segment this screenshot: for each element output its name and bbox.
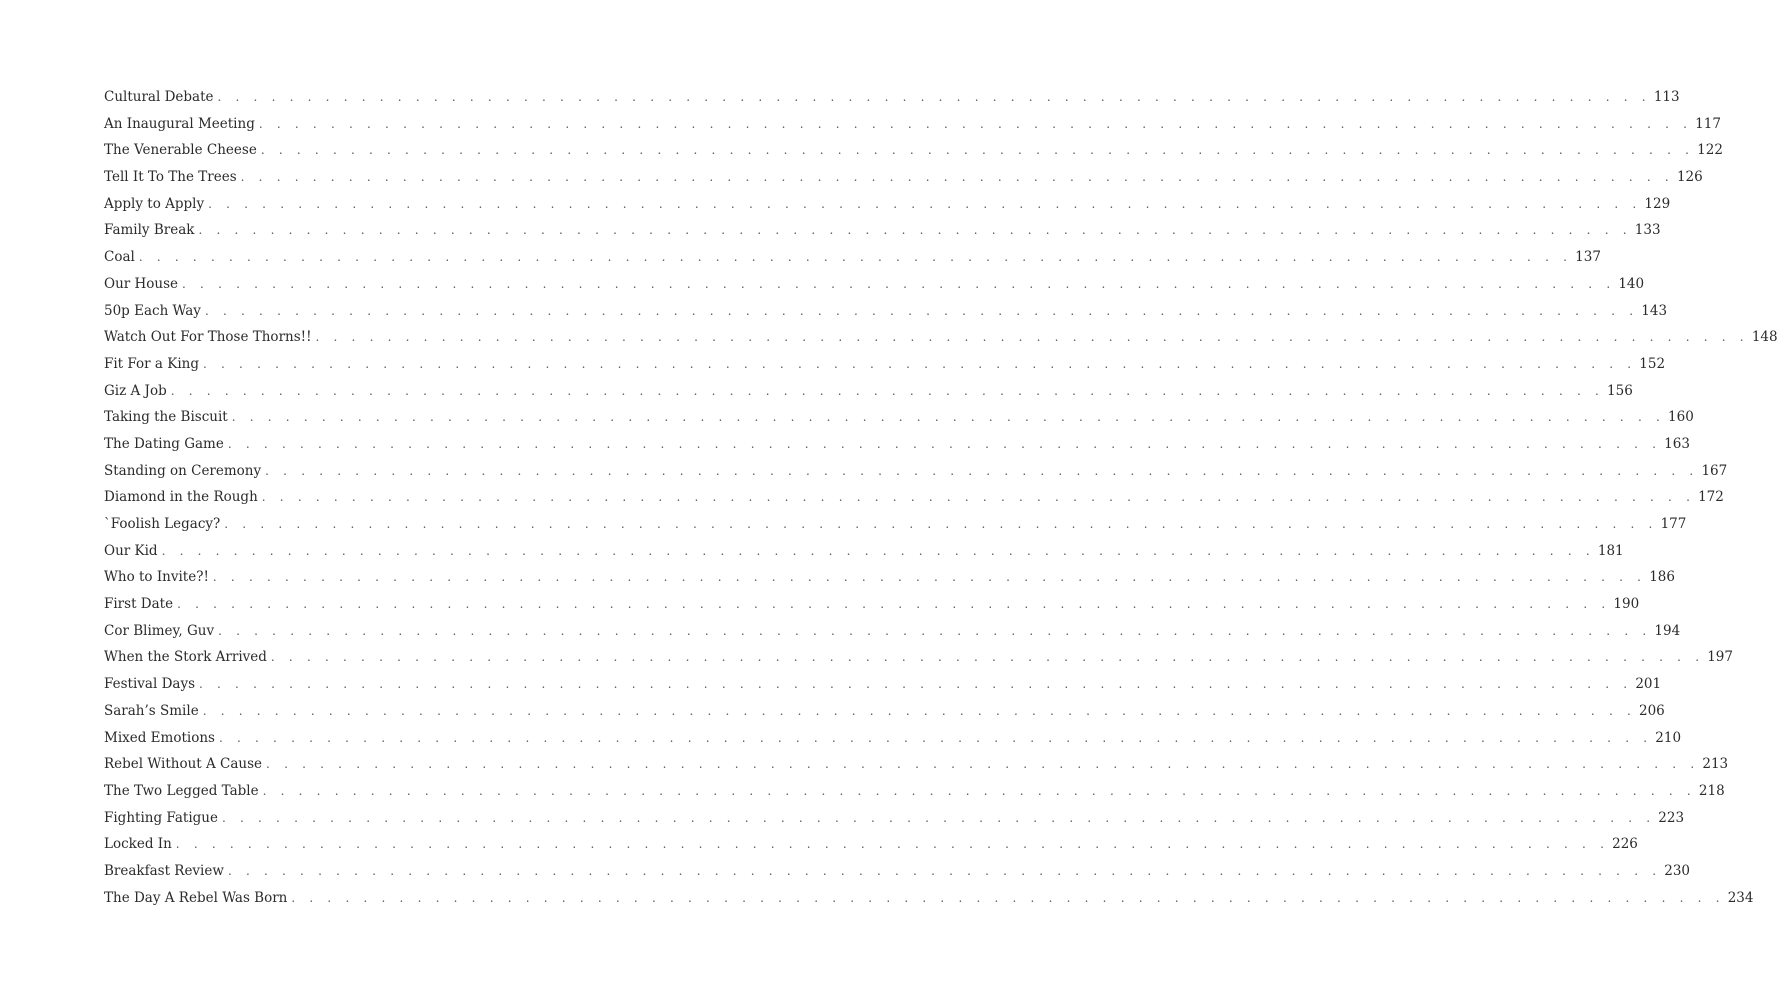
toc-dot-leader: . . . . . . . . . . . . . . . . . . . . . . . . . . . . . . . . . . . . . . . . . . . . . . . . . . . . . . . . . . . . . . . . . . . . . . . . . . . . . . . . bbox=[138, 250, 1573, 265]
toc-entry-title: Standing on Ceremony bbox=[104, 462, 262, 479]
toc-entry-page-number: 126 bbox=[1676, 169, 1703, 186]
toc-entry bbox=[104, 298, 1668, 325]
toc-entry-page-number: 213 bbox=[1702, 756, 1729, 773]
toc-entry-title: Coal bbox=[104, 249, 135, 266]
toc-dot-leader: . . . . . . . . . . . . . . . . . . . . . . . . . . . . . . . . . . . . . . . . . . . . . . . . . . . . . . . . . . . . . . . . . . . . . . . . . . . . . . . . bbox=[227, 436, 1662, 451]
toc-entry-title: Our Kid bbox=[104, 542, 158, 559]
toc-entry-title: Apply to Apply bbox=[104, 195, 205, 212]
toc-dot-leader: . . . . . . . . . . . . . . . . . . . . . . . . . . . . . . . . . . . . . . . . . . . . . . . . . . . . . . . . . . . . . . . . . . . . . . . . . . . . . . . . bbox=[265, 463, 1699, 478]
toc-entry-title: The Venerable Cheese bbox=[104, 142, 257, 159]
toc-entry bbox=[104, 431, 1690, 458]
toc-entry-title: The Dating Game bbox=[104, 435, 224, 452]
toc-entry bbox=[104, 378, 1633, 405]
toc-entry-page-number: 122 bbox=[1697, 142, 1723, 159]
toc-entry-page-number: 156 bbox=[1607, 382, 1633, 399]
toc-entry-title: Cor Blimey, Guv bbox=[104, 622, 215, 639]
toc-entry bbox=[104, 591, 1640, 618]
toc-entry-title: Taking the Biscuit bbox=[104, 409, 228, 426]
toc-entry bbox=[104, 111, 1721, 138]
toc-dot-leader: . . . . . . . . . . . . . . . . . . . . . . . . . . . . . . . . . . . . . . . . . . . . . . . . . . . . . . . . . . . . . . . . . . . . . . . . . . . . . . . . bbox=[221, 810, 1656, 825]
toc-entry-page-number: 160 bbox=[1668, 409, 1694, 426]
toc-entry-title: Breakfast Review bbox=[104, 862, 224, 879]
toc-entry-title: An Inaugural Meeting bbox=[104, 115, 255, 132]
toc-entry-page-number: 117 bbox=[1695, 115, 1721, 132]
toc-dot-leader: . . . . . . . . . . . . . . . . . . . . . . . . . . . . . . . . . . . . . . . . . . . . . . . . . . . . . . . . . . . . . . . . . . . . . . . . . . . . . . . . bbox=[231, 410, 1666, 425]
toc-entry-page-number: 148 bbox=[1751, 329, 1778, 346]
toc-entry bbox=[104, 751, 1729, 778]
toc-entry bbox=[104, 191, 1671, 218]
toc-entry-page-number: 223 bbox=[1658, 809, 1685, 826]
toc-dot-leader: . . . . . . . . . . . . . . . . . . . . . . . . . . . . . . . . . . . . . . . . . . . . . . . . . . . . . . . . . . . . . . . . . . . . . . . . . . . . . . . . bbox=[175, 837, 1610, 852]
toc-entry-page-number: 172 bbox=[1698, 489, 1724, 506]
toc-entry bbox=[104, 538, 1624, 565]
toc-dot-leader: . . . . . . . . . . . . . . . . . . . . . . . . . . . . . . . . . . . . . . . . . . . . . . . . . . . . . . . . . . . . . . . . . . . . . . . . . . . . . . . . bbox=[266, 757, 1700, 772]
toc-entry-page-number: 186 bbox=[1649, 569, 1675, 586]
toc-entry-title: Giz A Job bbox=[104, 382, 167, 399]
toc-dot-leader: . . . . . . . . . . . . . . . . . . . . . . . . . . . . . . . . . . . . . . . . . . . . . . . . . . . . . . . . . . . . . . . . . . . . . . . . . . . . . . . . bbox=[261, 490, 1696, 505]
toc-entry-title: Tell It To The Trees bbox=[104, 169, 237, 186]
toc-entry-title: Sarah’s Smile bbox=[104, 702, 199, 719]
toc-entry-page-number: 140 bbox=[1618, 275, 1645, 292]
toc-entry bbox=[104, 644, 1733, 671]
toc-entry-page-number: 218 bbox=[1698, 782, 1725, 799]
toc-dot-leader: . . . . . . . . . . . . . . . . . . . . . . . . . . . . . . . . . . . . . . . . . . . . . . . . . . . . . . . . . . . . . . . . . . . . . . . . . . . . . . . . bbox=[315, 330, 1749, 345]
toc-entry-title: Locked In bbox=[104, 836, 172, 853]
toc-entry-page-number: 230 bbox=[1664, 862, 1691, 879]
toc-dot-leader: . . . . . . . . . . . . . . . . . . . . . . . . . . . . . . . . . . . . . . . . . . . . . . . . . . . . . . . . . . . . . . . . . . . . . . . . . . . . . . . . bbox=[161, 543, 1595, 558]
toc-entry bbox=[104, 885, 1754, 912]
toc-entry bbox=[104, 404, 1694, 431]
toc-entry-page-number: 133 bbox=[1634, 222, 1661, 239]
toc-dot-leader: . . . . . . . . . . . . . . . . . . . . . . . . . . . . . . . . . . . . . . . . . . . . . . . . . . . . . . . . . . . . . . . . . . . . . . . . . . . . . . . . bbox=[182, 276, 1616, 291]
toc-dot-leader: . . . . . . . . . . . . . . . . . . . . . . . . . . . . . . . . . . . . . . . . . . . . . . . . . . . . . . . . . . . . . . . . . . . . . . . . . . . . . . . . bbox=[218, 730, 1653, 745]
toc-entry-title: Fit For a King bbox=[104, 355, 199, 372]
toc-entry bbox=[104, 244, 1601, 271]
toc-entry-page-number: 137 bbox=[1575, 249, 1601, 266]
toc-entry-title: Cultural Debate bbox=[104, 89, 214, 105]
toc-entry bbox=[104, 324, 1778, 351]
toc-entry-page-number: 234 bbox=[1727, 889, 1754, 906]
toc-entry-title: The Two Legged Table bbox=[104, 782, 259, 799]
toc-entry bbox=[104, 618, 1681, 645]
toc-dot-leader: . . . . . . . . . . . . . . . . . . . . . . . . . . . . . . . . . . . . . . . . . . . . . . . . . . . . . . . . . . . . . . . . . . . . . . . . . . . . . . . . bbox=[260, 143, 1695, 158]
toc-entry bbox=[104, 84, 1680, 111]
toc-entry bbox=[104, 137, 1723, 164]
toc-entry-page-number: 226 bbox=[1612, 836, 1638, 853]
toc-entry-title: Family Break bbox=[104, 222, 195, 239]
toc-entry-page-number: 163 bbox=[1664, 435, 1690, 452]
toc-dot-leader: . . . . . . . . . . . . . . . . . . . . . . . . . . . . . . . . . . . . . . . . . . . . . . . . . . . . . . . . . . . . . . . . . . . . . . . . . . . . . . . . bbox=[170, 383, 1605, 398]
toc-dot-leader: . . . . . . . . . . . . . . . . . . . . . . . . . . . . . . . . . . . . . . . . . . . . . . . . . . . . . . . . . . . . . . . . . . . . . . . . . . . . . . . . bbox=[177, 597, 1611, 612]
toc-dot-leader: . . . . . . . . . . . . . . . . . . . . . . . . . . . . . . . . . . . . . . . . . . . . . . . . . . . . . . . . . . . . . . . . . . . . . . . . . . . . . . . . bbox=[240, 170, 1674, 185]
toc-entry-page-number: 181 bbox=[1597, 542, 1624, 559]
toc-entry bbox=[104, 164, 1703, 191]
toc-dot-leader: . . . . . . . . . . . . . . . . . . . . . . . . . . . . . . . . . . . . . . . . . . . . . . . . . . . . . . . . . . . . . . . . . . . . . . . . . . . . . . . . bbox=[212, 570, 1647, 585]
toc-entry-title: 50p Each Way bbox=[104, 302, 201, 319]
toc-dot-leader: . . . . . . . . . . . . . . . . . . . . . . . . . . . . . . . . . . . . . . . . . . . . . . . . . . . . . . . . . . . . . . . . . . . . . . . . . . . . . . . . bbox=[202, 356, 1637, 371]
toc-dot-leader: . . . . . . . . . . . . . . . . . . . . . . . . . . . . . . . . . . . . . . . . . . . . . . . . . . . . . . . . . . . . . . . . . . . . . . . . . . . . . . . . bbox=[217, 90, 1651, 104]
toc-entry-page-number: 206 bbox=[1639, 702, 1665, 719]
toc-dot-leader: . . . . . . . . . . . . . . . . . . . . . . . . . . . . . . . . . . . . . . . . . . . . . . . . . . . . . . . . . . . . . . . . . . . . . . . . . . . . . . . . bbox=[224, 517, 1658, 531]
toc-dot-leader: . . . . . . . . . . . . . . . . . . . . . . . . . . . . . . . . . . . . . . . . . . . . . . . . . . . . . . . . . . . . . . . . . . . . . . . . . . . . . . . . bbox=[208, 196, 1642, 211]
toc-entry-title: First Date bbox=[104, 596, 174, 613]
toc-dot-leader: . . . . . . . . . . . . . . . . . . . . . . . . . . . . . . . . . . . . . . . . . . . . . . . . . . . . . . . . . . . . . . . . . . . . . . . . . . . . . . . . bbox=[202, 703, 1636, 718]
toc-entry-page-number: 177 bbox=[1660, 516, 1687, 532]
toc-entry-title: Fighting Fatigue bbox=[104, 809, 218, 826]
toc-entry bbox=[104, 805, 1685, 832]
toc-dot-leader: . . . . . . . . . . . . . . . . . . . . . . . . . . . . . . . . . . . . . . . . . . . . . . . . . . . . . . . . . . . . . . . . . . . . . . . . . . . . . . . . bbox=[218, 623, 1652, 638]
toc-entry-page-number: 210 bbox=[1655, 729, 1682, 746]
toc-entry bbox=[104, 351, 1666, 378]
toc-entry-page-number: 129 bbox=[1644, 195, 1671, 212]
toc-entry bbox=[104, 458, 1728, 485]
toc-dot-leader: . . . . . . . . . . . . . . . . . . . . . . . . . . . . . . . . . . . . . . . . . . . . . . . . . . . . . . . . . . . . . . . . . . . . . . . . . . . . . . . . bbox=[204, 303, 1639, 318]
toc-entry-page-number: 143 bbox=[1641, 302, 1668, 319]
table-of-contents bbox=[104, 84, 1778, 911]
toc-entry-page-number: 113 bbox=[1653, 89, 1680, 105]
toc-entry-title: Rebel Without A Cause bbox=[104, 756, 263, 773]
toc-entry bbox=[104, 858, 1691, 885]
toc-entry bbox=[104, 511, 1687, 538]
toc-entry-page-number: 194 bbox=[1654, 622, 1681, 639]
toc-entry-title: The Day A Rebel Was Born bbox=[104, 889, 288, 906]
toc-entry-page-number: 197 bbox=[1707, 649, 1733, 666]
toc-dot-leader: . . . . . . . . . . . . . . . . . . . . . . . . . . . . . . . . . . . . . . . . . . . . . . . . . . . . . . . . . . . . . . . . . . . . . . . . . . . . . . . . bbox=[270, 650, 1705, 665]
toc-dot-leader: . . . . . . . . . . . . . . . . . . . . . . . . . . . . . . . . . . . . . . . . . . . . . . . . . . . . . . . . . . . . . . . . . . . . . . . . . . . . . . . . bbox=[199, 677, 1633, 692]
toc-entry bbox=[104, 671, 1662, 698]
toc-entry-title: When the Stork Arrived bbox=[104, 649, 267, 666]
toc-dot-leader: . . . . . . . . . . . . . . . . . . . . . . . . . . . . . . . . . . . . . . . . . . . . . . . . . . . . . . . . . . . . . . . . . . . . . . . . . . . . . . . . bbox=[227, 863, 1662, 878]
toc-entry bbox=[104, 778, 1725, 805]
toc-dot-leader: . . . . . . . . . . . . . . . . . . . . . . . . . . . . . . . . . . . . . . . . . . . . . . . . . . . . . . . . . . . . . . . . . . . . . . . . . . . . . . . . bbox=[198, 223, 1632, 238]
toc-entry-title: `Foolish Legacy? bbox=[104, 516, 221, 532]
toc-entry bbox=[104, 271, 1645, 298]
toc-entry bbox=[104, 217, 1661, 244]
toc-entry bbox=[104, 484, 1724, 511]
toc-entry-title: Our House bbox=[104, 275, 179, 292]
toc-dot-leader: . . . . . . . . . . . . . . . . . . . . . . . . . . . . . . . . . . . . . . . . . . . . . . . . . . . . . . . . . . . . . . . . . . . . . . . . . . . . . . . . bbox=[262, 783, 1696, 798]
toc-entry bbox=[104, 725, 1682, 752]
toc-entry-page-number: 201 bbox=[1635, 676, 1662, 693]
toc-entry-title: Festival Days bbox=[104, 676, 195, 693]
toc-entry bbox=[104, 831, 1638, 858]
toc-entry-title: Watch Out For Those Thorns!! bbox=[104, 329, 312, 346]
toc-entry-page-number: 190 bbox=[1613, 596, 1640, 613]
toc-entry bbox=[104, 698, 1665, 725]
toc-entry-page-number: 167 bbox=[1701, 462, 1728, 479]
toc-entry bbox=[104, 564, 1675, 591]
toc-entry-page-number: 152 bbox=[1639, 355, 1666, 372]
toc-entry-title: Mixed Emotions bbox=[104, 729, 215, 746]
toc-dot-leader: . . . . . . . . . . . . . . . . . . . . . . . . . . . . . . . . . . . . . . . . . . . . . . . . . . . . . . . . . . . . . . . . . . . . . . . . . . . . . . . . bbox=[258, 116, 1693, 131]
toc-dot-leader: . . . . . . . . . . . . . . . . . . . . . . . . . . . . . . . . . . . . . . . . . . . . . . . . . . . . . . . . . . . . . . . . . . . . . . . . . . . . . . . . bbox=[291, 890, 1725, 905]
toc-entry-title: Who to Invite?! bbox=[104, 569, 209, 586]
toc-entry-title: Diamond in the Rough bbox=[104, 489, 258, 506]
